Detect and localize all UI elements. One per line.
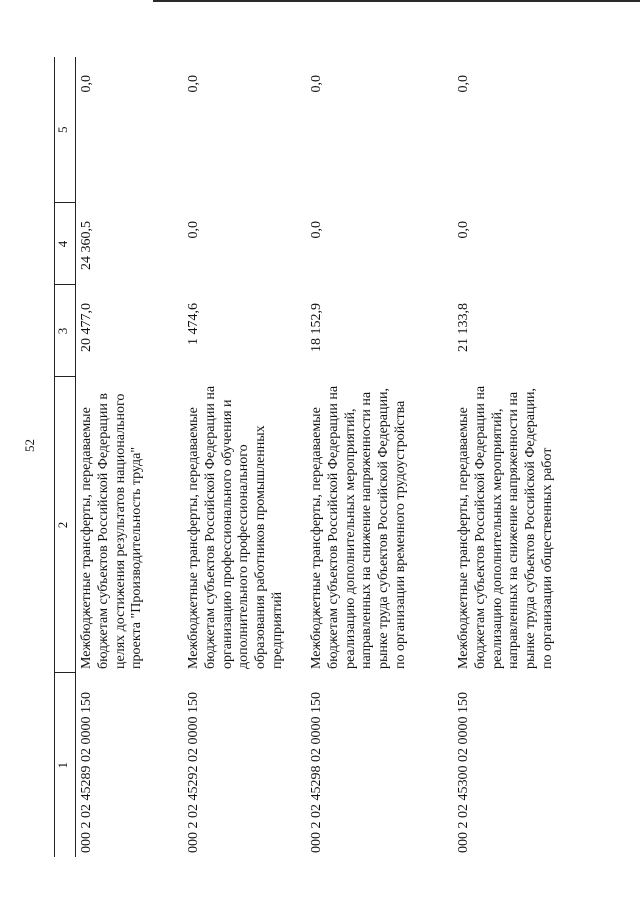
budget-code: 000 2 02 45298 02 0000 150 [309, 692, 324, 853]
item-description: Межбюджетные трансферты, передаваемые бюджетам субъектов Российской Федерации на реализацию дополнительных мероприятий, направленных на снижение напряженности на рынке труда субъектов Российской Федерации, по организации временного трудоустройства [309, 385, 408, 669]
value-column-4: 0,0 [186, 221, 201, 239]
value-column-4: 24 360,5 [79, 221, 94, 270]
scan-edge-line [153, 0, 640, 2]
value-column-3: 21 133,8 [456, 303, 471, 352]
value-column-3: 20 477,0 [79, 303, 94, 352]
item-description: Межбюджетные трансферты, передаваемые бюджетам субъектов Российской Федерации в целях достижения результатов национального проекта "Производительность труда" [79, 392, 145, 669]
rotated-table-container [54, 57, 640, 857]
column-header-3: 3 [55, 285, 76, 377]
value-column-5: 0,0 [186, 75, 201, 93]
column-header-2: 2 [55, 377, 76, 673]
column-header-5: 5 [55, 57, 76, 203]
budget-code: 000 2 02 45292 02 0000 150 [186, 692, 201, 853]
table-row [76, 57, 184, 857]
value-column-4: 0,0 [456, 221, 471, 239]
table-row [183, 57, 306, 857]
budget-table [54, 57, 596, 857]
table-row [306, 57, 453, 857]
value-column-5: 0,0 [79, 75, 94, 93]
budget-code: 000 2 02 45289 02 0000 150 [79, 692, 94, 853]
item-description: Межбюджетные трансферты, передаваемые бюджетам субъектов Российской Федерации на организацию профессионального обучения и дополнительного профессионального образования работников промышленных предприятий [186, 385, 285, 669]
value-column-5: 0,0 [456, 75, 471, 93]
column-header-1: 1 [55, 673, 76, 857]
value-column-3: 1 474,6 [186, 303, 201, 345]
item-description: Межбюджетные трансферты, передаваемые бюджетам субъектов Российской Федерации на реализацию дополнительных мероприятий, направленных на снижение напряженности на рынке труда субъектов Российской Федерации, по организации общественных работ [456, 385, 555, 669]
column-header-4: 4 [55, 203, 76, 285]
budget-code: 000 2 02 45300 02 0000 150 [456, 692, 471, 853]
value-column-4: 0,0 [309, 221, 324, 239]
column-number-row [55, 57, 76, 857]
value-column-3: 18 152,9 [309, 303, 324, 352]
value-column-5: 0,0 [309, 75, 324, 93]
table-row [453, 57, 596, 857]
page-number: 52 [22, 439, 37, 452]
